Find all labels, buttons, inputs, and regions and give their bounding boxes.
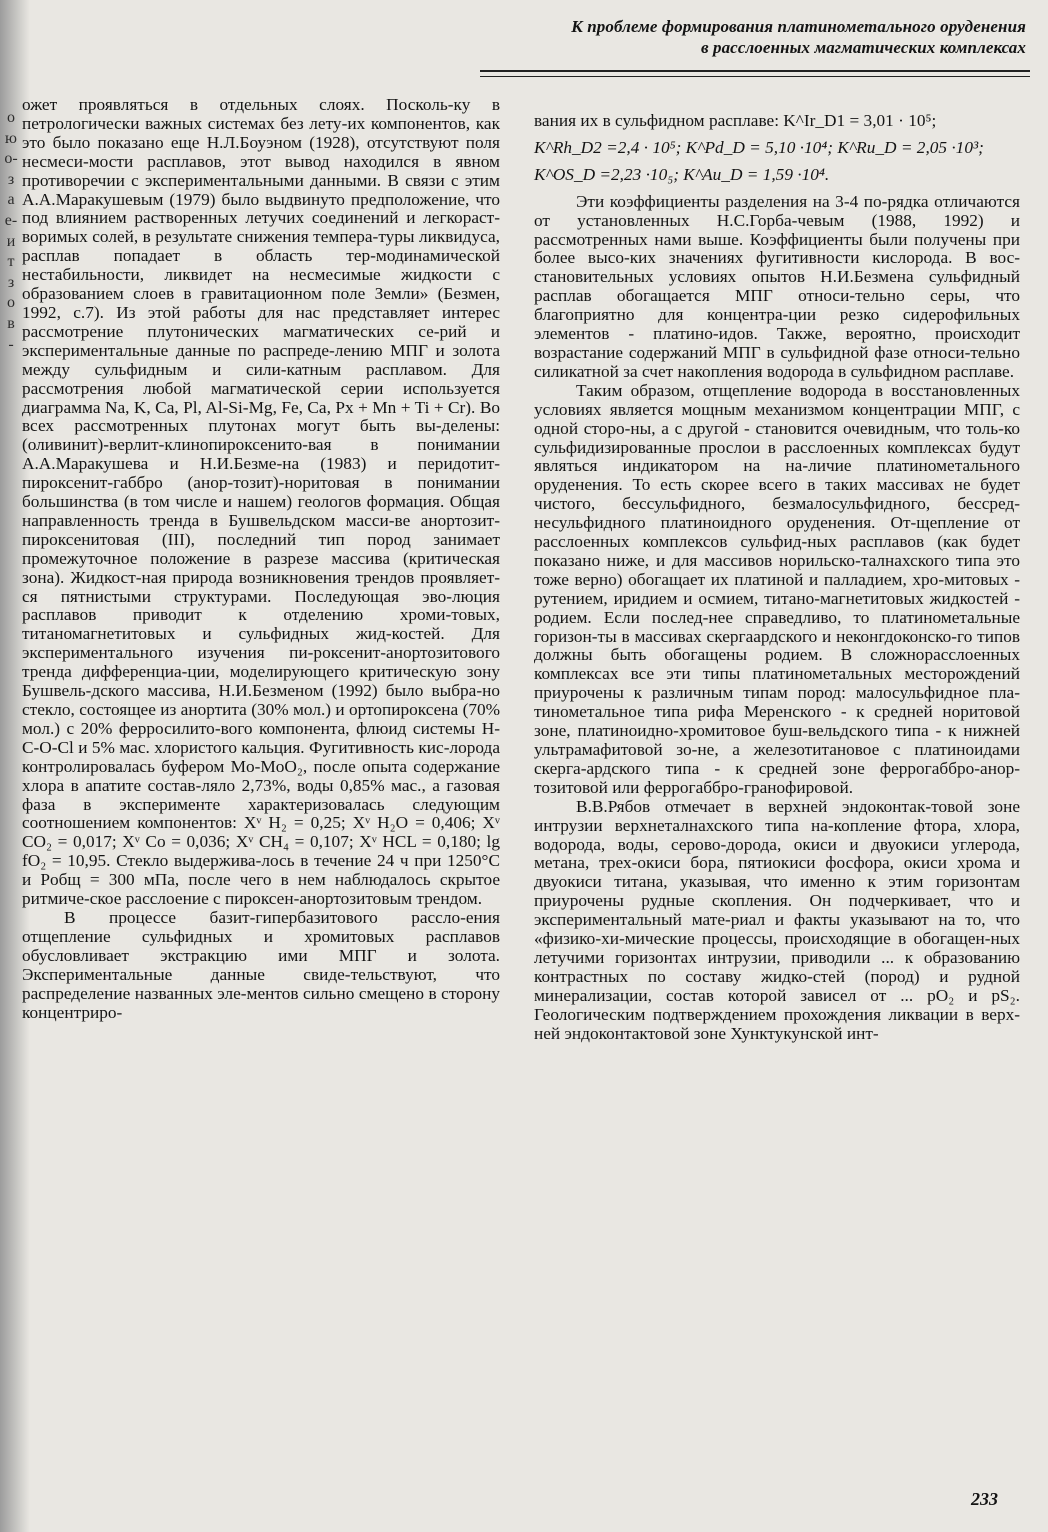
- left-column: [22, 96, 500, 1022]
- header-rule: [480, 70, 1030, 72]
- edge-letter: з: [7, 273, 15, 291]
- edge-letter: з: [7, 170, 15, 188]
- edge-letter: ю: [5, 129, 17, 147]
- edge-letter: в: [7, 314, 15, 332]
- edge-letter: -: [8, 335, 14, 353]
- left-paragraph-1: ожет проявляться в отдельных слоях. Посколь-ку в петрологически важных системах без лету-их компонентов, как это было показано еще Н.Л.Боуэном (1928), отсутствуют поля несмеси-мости расплавов, этот вывод находился в явном противоречии с экспериментальными данными. В связи с этим А.А.Маракушевым (1979) было выдвинуто предположение, что под влиянием растворенных летучих соединений и легкораст-воримых солей, в результате снижения темпера-туры ликвидуса, расплав попадает в область тер-модинамической нестабильности, ликвидет на несмесимые жидкости с образованием слоев в гравитационном поле Земли» (Безмен, 1992, с.7). Из этой работы для нас представляет интерес рассмотрение плутонических магматических се-рий и экспериментальные данные по распреде-лению МПГ и золота между сульфидным и сили-катным расплавом. Для рассмотрения любой магматической серии используется диаграмма Na, K, Ca, Pl, Al-Si-Mg, Fe, Ca, Px + Mn + Ti + Cr). Во всех рассмотренных плутонах могут быть вы-делены: (оливинит)-верлит-клинопироксенито-вая в понимании А.А.Маракушева и Н.И.Безме-на (1983) и перидотит-пироксенит-габбро (анор-тозит)-норитовая в понимании большинства (в том числе и нашем) геологов формация. Общая направленность тренда в Бушвельдском масси-ве анортозит-пироксенитовая (III), последний тип пород занимает промежуточное положение в разрезе массива (критическая зона). Жидкост-ная природа возникновения трендов проявляет-ся пятнистыми структурами. Последующая эво-люция расплавов приводит к отделению хроми-товых, титаномагнетитовых и сульфидных жид-костей. Для экспериментального изучения пи-роксенит-анортозитового тренда дифференциа-ции, моделирующего критическую зону Бушвель-дского массива, Н.И.Безменом (1992) было выбра-но стекло, состоящее из анортита (30% мол.) и ортопироксена (70% мол.) с 20% ферросилито-вого компонента, флюид системы Н-С-О-Сl и 5% мас. хлористого кальция. Фугитивность кис-лорода контролировалась буфером Mo-MoO₂, после опыта содержание хлора в апатите состав-ляло 2,73%, воды 0,85% мас., а газовая фаза в эксперименте характеризовалась следующим соотношением компонентов: Xᵛ H₂ = 0,25; Xᵛ H₂O = 0,406; Xᵛ CO₂ = 0,017; Xᵛ Co = 0,036; Xᵛ CH₄ = 0,107; Xᵛ HCL = 0,180; lg fO₂ = 10,95. Стекло выдержива-лось в течение 24 ч при 1250°С и Pобщ = 300 мПа, после чего в нем наблюдалось скрытое ритмиче-ское расслоение с пироксен-анортозитовым трендом.: [22, 95, 500, 909]
- edge-letter: и: [6, 232, 16, 250]
- header-rule-thin: [480, 76, 1030, 77]
- right-paragraph-2: Таким образом, отщепление водорода в восстановленных условиях является мощным механизмом концентрации МПГ, с одной сторо-ны, а с другой - становится очевидным, что толь-ко сульфидизированные прослои в расслоенных комплексах будут являться индикатором на на-личие платинометального оруденения. То есть скорее всего в таких массивах не будет чистого, бессульфидного, безмалосульфидного, бессред-несульфидного платиноидного оруденения. От-щепление от расслоенных комплексов сульфид-ных расплавов (как будет показано ниже, и для массивов норильско-талнахского типа это тоже верно) обогащает их платиной и палладием, хро-митовых - рутением, иридием и осмием, титано-магнетитовых жидкостей - родием. Если послед-нее справедливо, то платинометальные горизон-ты в массивах скергаардского и неконгдоконско-го типов должны быть обогащены родием. В сложнорасслоенных комплексах все эти типы платинометальных месторождений приурочены к различным типам пород: малосульфидное пла-тинометальное типа рифа Меренского - к средней норитовой зоне, платиноидно-хромитовое буш-вельдского типа - к нижней ультрамафитовой зо-не, а железотитановое с платиноидами скерга-ардского типа - к средней зоне феррогаббро-анор-тозитовой или феррогаббро-гранофировой.: [534, 380, 1020, 797]
- right-paragraph-3: В.В.Рябов отмечает в верхней эндоконтак-товой зоне интрузии верхнеталнахского типа на-копление фтора, хлора, водорода, воды, серово-дорода, окиси и двуокиси углерода, метана, трех-окиси бора, пятиокиси фосфора, окиси хрома и двуокиси титана, указывая, что именно к этим горизонтам приурочены рудные скопления. Он подчеркивает, что и экспериментальный мате-риал и факты указывают на то, что «физико-хи-мические процессы, происходящие в обогащен-ных летучими горизонтах интрузии, приводили ... к образованию контрастных по составу жидко-стей (пород) и рудной минерализации, состав которой зависел от ... pO₂ и pS₂. Геологическим подтверждением прохождения ликвации в верх-ней эндоконтактовой зоне Хунктукунской инт-: [534, 796, 1020, 1043]
- left-paragraph-2: В процессе базит-гипербазитового рассло-ения отщепление сульфидных и хромитовых расплавов обусловливает экстракцию ими МПГ и золота. Экспериментальные данные свиде-тельствуют, что распределение названных эле-ментов сильно смещено в сторону концентриро-: [22, 907, 500, 1022]
- edge-letter: о-: [4, 150, 18, 168]
- partition-coefficient-line-2: K^Rh_D2 =2,4 · 10⁵; K^Pd_D = 5,10 ·10⁴; K^Ru_D = 2,05 ·10³;: [534, 137, 984, 157]
- edge-letter: о: [7, 109, 15, 126]
- running-header: [386, 16, 1026, 58]
- edge-letter: т: [7, 253, 15, 271]
- edge-letter: а: [7, 191, 15, 209]
- right-column: [534, 112, 1020, 1044]
- running-header-line-1: К проблеме формирования платинометального оруденения: [571, 17, 1026, 36]
- partition-coefficient-line-3: K^OS_D =2,23 ·10₅; K^Au_D = 1,59 ·10⁴.: [534, 164, 830, 184]
- right-paragraph-1: Эти коэффициенты разделения на 3-4 по-рядка отличаются от установленных Н.С.Горба-чевым (1988, 1992) и рассмотренных нами выше. Коэффициенты были получены при более высо-ких значениях фугитивности кислорода. В вос-становительных условиях опытов Н.И.Безмена сульфидный расплав обогащается МПГ относи-тельно серы, что благоприятно для концентра-ции резко сидерофильных элементов - платино-идов. Также, вероятно, происходит возрастание содержаний МПГ в сульфидной фазе относи-тельно силикатной за счет накопления водорода в сульфидном расплаве.: [534, 191, 1020, 381]
- running-header-line-2: в расслоенных магматических комплексах: [700, 38, 1026, 57]
- page-number: 233: [971, 1489, 998, 1509]
- edge-letter: е-: [4, 211, 18, 229]
- previous-page-edge-letters: [2, 108, 20, 355]
- partition-coefficient-line-1: вания их в сульфидном расплаве: K^Ir_D1 = 3,01 · 10⁵;: [534, 111, 937, 130]
- edge-letter: о: [7, 294, 15, 312]
